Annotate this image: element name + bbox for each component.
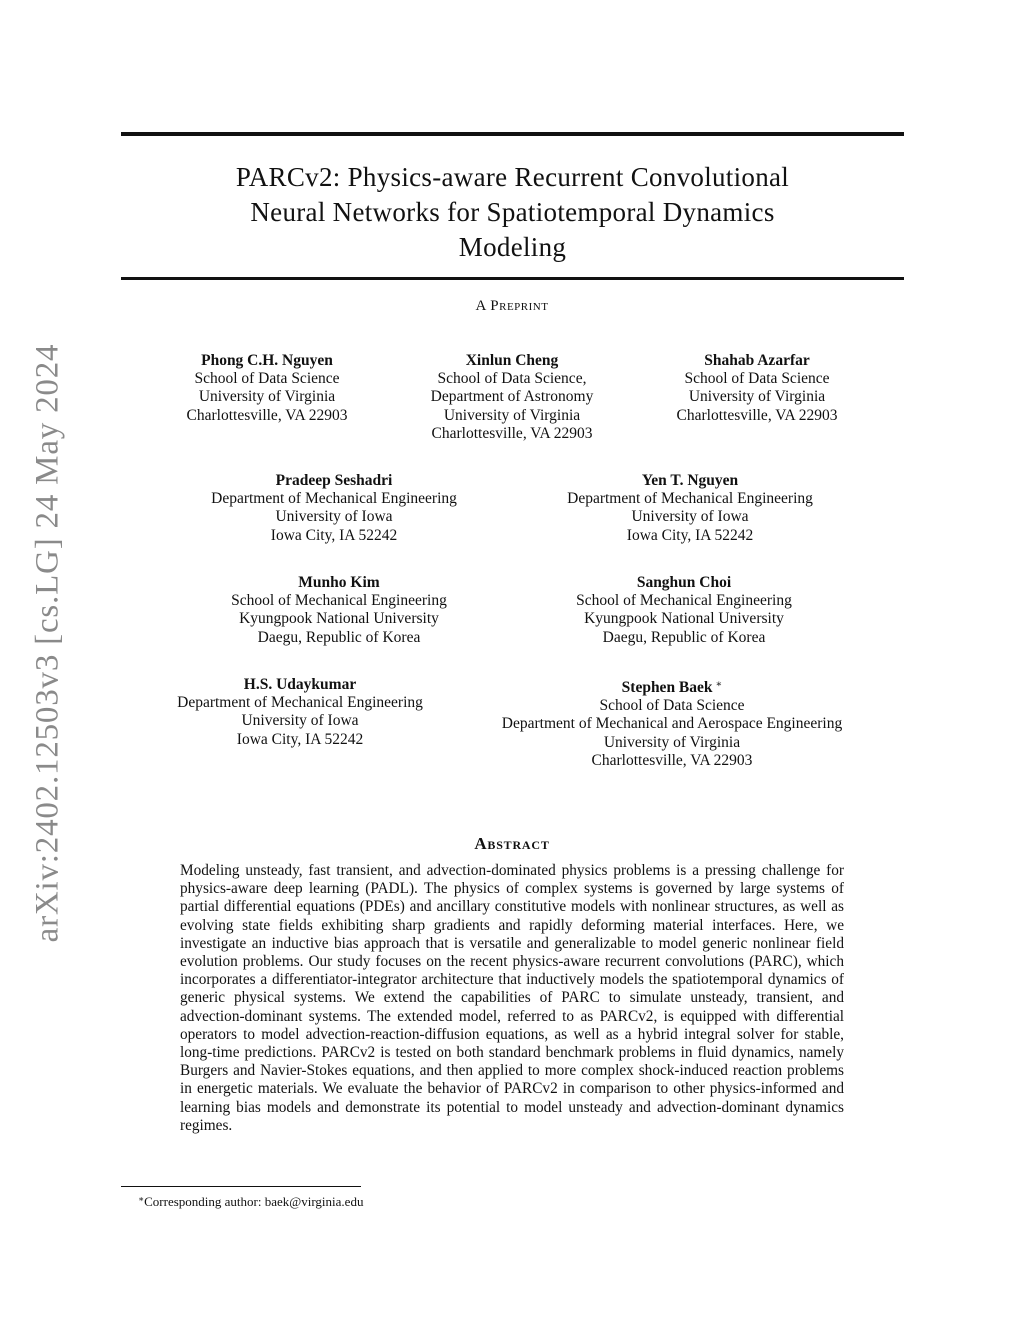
author-affiliation-line: Charlottesville, VA 22903 bbox=[431, 424, 593, 442]
footnote-rule bbox=[121, 1186, 361, 1187]
author-affiliation-line: University of Iowa bbox=[241, 712, 359, 730]
author-affiliation-line: Charlottesville, VA 22903 bbox=[591, 751, 753, 769]
author-affiliation-line: University of Virginia bbox=[688, 388, 826, 406]
author-block bbox=[187, 352, 348, 425]
author-affiliation-line: School of Data Science bbox=[599, 697, 745, 715]
author-affiliation-line: Department of Mechanical and Aerospace Engineering bbox=[501, 715, 843, 733]
abstract-text: Modeling unsteady, fast transient, and advection-dominated physics problems is a pressing challenge for physics-aware deep learning (PADL). The physics of complex systems is governed by large systems of partial differential equations (PDEs) and ancillary constitutive models with nonlinear structures, as well as evolving state fields exhibiting sharp gradients and rapidly deforming material interfaces. Here, we investigate an inductive bias approach that is versatile and generalizable to model generic nonlinear field evolution problems. Our study focuses on the recent physics-aware recurrent convolutions (PARC), which incorporates a differentiator-integrator architecture that inductively models the spatiotemporal dynamics of generic physical systems. We extend the capabilities of PARC to simulate unsteady, transient, and advection-dominant systems. The extended model, referred to as PARCv2, is equipped with differential operators to model advection-reaction-diffusion equations, as well as a hybrid integral solver for stable, long-time predictions. PARCv2 is tested on both standard benchmark problems in fluid dynamics, namely Burgers and Navier-Stokes equations, and then applied to more complex shock-induced reaction problems in energetic materials. We evaluate the behavior of PARCv2 in comparison to other physics-informed and learning bias models and demonstrate its potential to model unsteady and advection-dominant dynamics regimes. bbox=[180, 862, 844, 1134]
author-name: H.S. Udaykumar bbox=[243, 676, 357, 693]
author-affiliation-line: Kyungpook National University bbox=[239, 610, 439, 628]
author-block bbox=[231, 574, 447, 647]
author-name: Pradeep Seshadri bbox=[275, 472, 393, 489]
author-affiliation-line: Department of Mechanical Engineering bbox=[211, 490, 457, 508]
preprint-label: A Preprint bbox=[475, 298, 549, 314]
author-affiliation-line: School of Data Science bbox=[194, 370, 340, 388]
abstract-heading: Abstract bbox=[474, 834, 550, 853]
title-bottom-rule bbox=[121, 277, 904, 280]
paper-title-line-2: Neural Networks for Spatiotemporal Dynamics bbox=[250, 197, 775, 227]
author-name: Munho Kim bbox=[298, 574, 380, 591]
author-affiliation-line: School of Data Science bbox=[684, 370, 830, 388]
author-affiliation-line: University of Iowa bbox=[275, 508, 393, 526]
author-affiliation-line: School of Mechanical Engineering bbox=[231, 592, 447, 610]
author-block bbox=[431, 352, 594, 443]
footnote-text: Corresponding author: baek@virginia.edu bbox=[144, 1194, 364, 1209]
author-name: Stephen Baek bbox=[621, 679, 713, 696]
author-affiliation-line: Charlottesville, VA 22903 bbox=[676, 406, 838, 424]
arxiv-identifier: arXiv:2402.12503v3 [cs.LG] 24 May 2024 bbox=[29, 343, 66, 943]
author-affiliation-line: Department of Mechanical Engineering bbox=[567, 490, 813, 508]
corresponding-author-mark: ∗ bbox=[715, 679, 723, 690]
author-block bbox=[177, 676, 423, 749]
author-affiliation-line: University of Virginia bbox=[603, 733, 741, 751]
author-affiliation-line: Kyungpook National University bbox=[584, 610, 784, 628]
author-name: Phong C.H. Nguyen bbox=[201, 352, 333, 369]
author-affiliation-line: School of Mechanical Engineering bbox=[576, 592, 792, 610]
author-affiliation-line: Daegu, Republic of Korea bbox=[602, 628, 766, 646]
author-block bbox=[211, 472, 457, 545]
author-name: Shahab Azarfar bbox=[704, 352, 810, 369]
author-block bbox=[502, 676, 842, 770]
title-top-rule bbox=[121, 132, 904, 136]
author-block bbox=[567, 472, 813, 545]
author-affiliation-line: Iowa City, IA 52242 bbox=[236, 730, 364, 748]
author-affiliation-line: School of Data Science, bbox=[437, 370, 587, 388]
author-affiliation-line: University of Iowa bbox=[631, 508, 749, 526]
paper-title-line-3: Modeling bbox=[458, 232, 567, 262]
footnote bbox=[138, 1191, 363, 1210]
author-affiliation-line: University of Virginia bbox=[198, 388, 336, 406]
author-affiliation-line: Iowa City, IA 52242 bbox=[626, 526, 754, 544]
author-name: Sanghun Choi bbox=[636, 574, 732, 591]
author-affiliation-line: Charlottesville, VA 22903 bbox=[186, 406, 348, 424]
author-name: Xinlun Cheng bbox=[465, 352, 559, 369]
paper-title bbox=[121, 160, 904, 265]
author-block bbox=[576, 574, 792, 647]
author-name-line bbox=[502, 676, 842, 697]
footnote-mark: ∗ bbox=[138, 1194, 145, 1204]
author-affiliation-line: Daegu, Republic of Korea bbox=[257, 628, 421, 646]
author-affiliation-line: University of Virginia bbox=[443, 406, 581, 424]
paper-title-line-1: PARCv2: Physics-aware Recurrent Convolutional bbox=[235, 162, 790, 192]
author-name: Yen T. Nguyen bbox=[641, 472, 739, 489]
author-block bbox=[677, 352, 838, 425]
author-affiliation-line: Iowa City, IA 52242 bbox=[270, 526, 398, 544]
author-affiliation-line: Department of Mechanical Engineering bbox=[177, 694, 423, 712]
author-affiliation-line: Department of Astronomy bbox=[430, 388, 594, 406]
